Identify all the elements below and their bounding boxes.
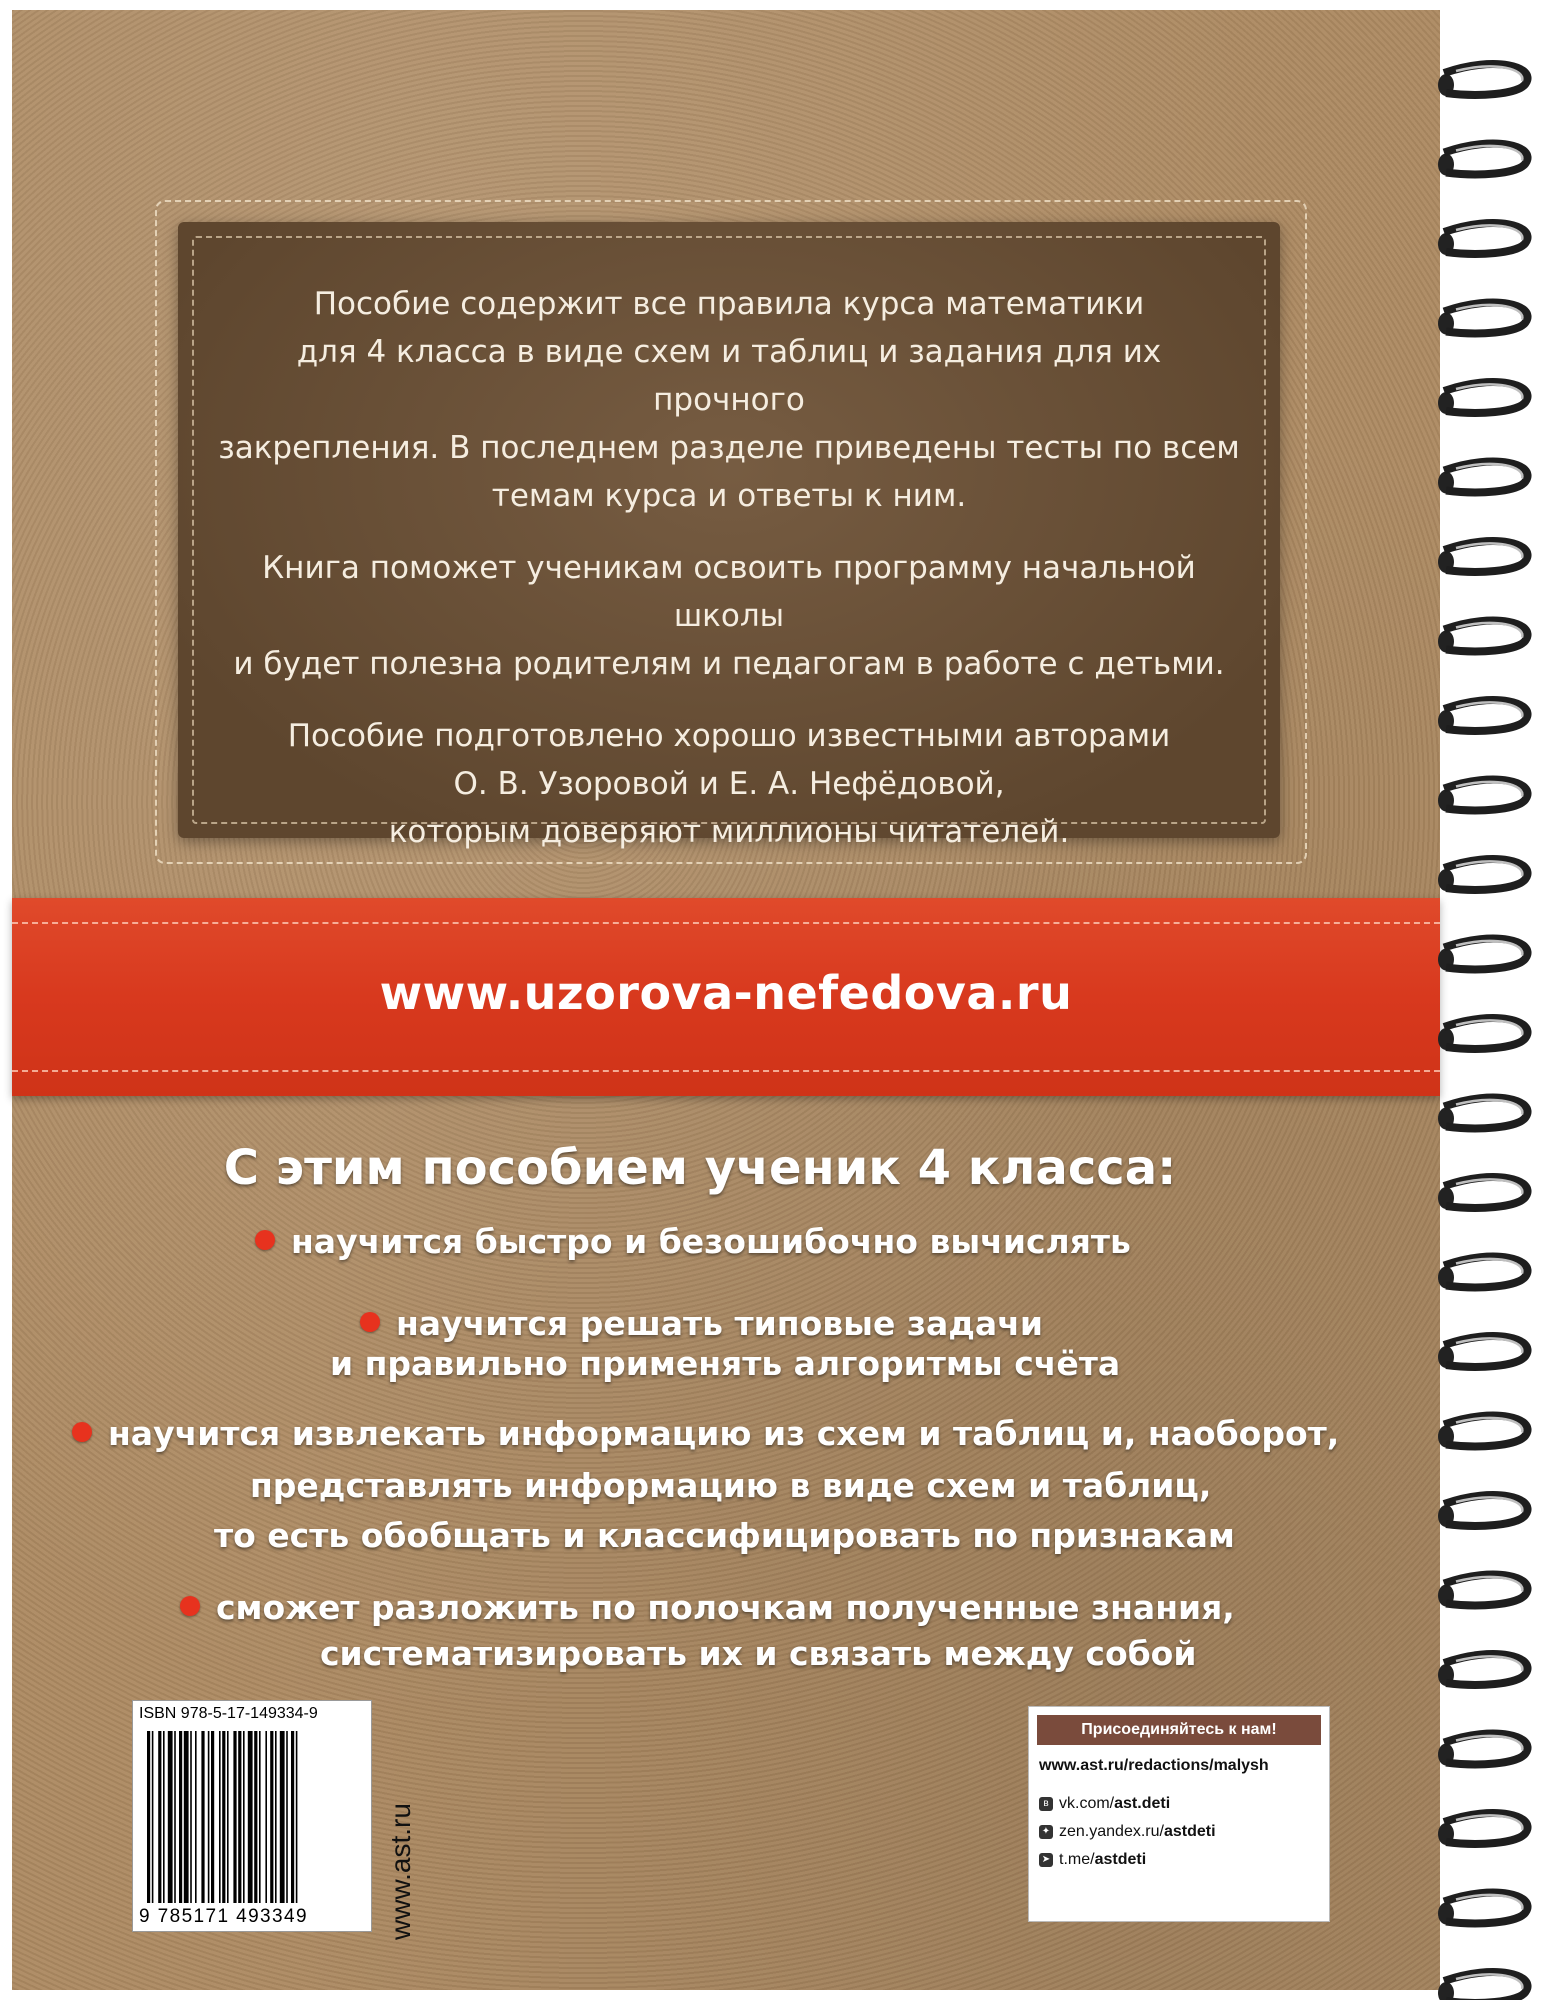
text-line: научится извлекать информацию из схем и таблиц и, наоборот,	[108, 1414, 1340, 1453]
spiral-ring	[1438, 1575, 1528, 1607]
social-row-vk[interactable]	[1039, 1795, 1170, 1813]
spiral-ring	[1438, 462, 1528, 494]
text-line: Пособие содержит все правила курса математики	[313, 286, 1145, 322]
barcode-bar	[259, 1731, 261, 1903]
barcode-bar	[152, 1731, 154, 1903]
spiral-binding	[1436, 0, 1550, 2000]
text-line: которым доверяют миллионы читателей.	[388, 814, 1070, 850]
text-line: то есть обобщать и классифицировать по признакам	[214, 1516, 1235, 1555]
barcode-bar	[280, 1731, 285, 1903]
barcode-bar	[179, 1731, 182, 1903]
social-prefix: zen.yandex.ru/	[1059, 1823, 1164, 1840]
spiral-ring	[1438, 1177, 1528, 1209]
spiral-ring	[1438, 223, 1528, 255]
barcode-bar	[275, 1731, 277, 1903]
social-website[interactable]: www.ast.ru/redactions/malysh	[1039, 1757, 1269, 1774]
text-line: научится решать типовые задачи	[396, 1304, 1043, 1343]
barcode-bar	[233, 1731, 236, 1903]
spiral-ring	[1438, 1336, 1528, 1368]
description-paragraph-1	[218, 280, 1240, 520]
barcode-bar	[208, 1731, 210, 1903]
barcode-bar	[265, 1731, 267, 1903]
barcode-bar	[168, 1731, 173, 1903]
spiral-ring	[1438, 1098, 1528, 1130]
benefit-item-continuation	[330, 1340, 1120, 1388]
barcode-bar	[184, 1731, 189, 1903]
text-line: темам курса и ответы к ним.	[491, 478, 967, 514]
spiral-ring	[1438, 1893, 1528, 1925]
spiral-ring	[1438, 859, 1528, 891]
social-row-telegram[interactable]	[1039, 1851, 1146, 1869]
social-box	[1028, 1706, 1330, 1922]
bullet-icon	[360, 1312, 380, 1332]
text-line: научится быстро и безошибочно вычислять	[291, 1222, 1131, 1261]
barcode-bar	[238, 1731, 241, 1903]
barcode-bar	[227, 1731, 229, 1903]
barcode-bar	[222, 1731, 225, 1903]
spiral-ring	[1438, 1813, 1528, 1845]
barcode-bar	[201, 1731, 204, 1903]
spiral-ring	[1438, 64, 1528, 96]
spiral-ring	[1438, 700, 1528, 732]
benefit-item	[255, 1218, 1131, 1266]
benefit-item	[180, 1584, 1235, 1632]
barcode-bar	[254, 1731, 257, 1903]
vertical-website: www.ast.ru	[385, 1803, 416, 1940]
barcode-bar	[211, 1731, 214, 1903]
telegram-icon: ➤	[1039, 1853, 1053, 1867]
spiral-ring	[1438, 144, 1528, 176]
spiral-ring	[1438, 303, 1528, 335]
spiral-ring	[1438, 780, 1528, 812]
vk-icon: в	[1039, 1797, 1053, 1811]
description-text	[218, 280, 1240, 880]
bullet-icon	[255, 1230, 275, 1250]
text-line: и будет полезна родителям и педагогам в работе с детьми.	[233, 646, 1225, 682]
spiral-ring	[1438, 1495, 1528, 1527]
text-line: сможет разложить по полочкам полученные знания,	[216, 1588, 1235, 1627]
ribbon-stitching-top	[12, 922, 1440, 924]
barcode-bar	[163, 1731, 165, 1903]
barcode-bar	[147, 1731, 150, 1903]
barcode-bars	[147, 1731, 357, 1903]
barcode-bar	[270, 1731, 273, 1903]
text-line: и правильно применять алгоритмы счёта	[330, 1344, 1121, 1383]
spiral-ring	[1438, 939, 1528, 971]
text-line: представлять информацию в виде схем и таблиц,	[250, 1466, 1212, 1505]
barcode-digits: 9 785171 493349	[139, 1906, 308, 1927]
barcode-bar	[158, 1731, 161, 1903]
text-line: закрепления. В последнем разделе приведены тесты по всем	[218, 430, 1240, 466]
text-line: систематизировать их и связать между собой	[320, 1634, 1197, 1673]
website-link[interactable]: www.uzorova-nefedova.ru	[379, 966, 1073, 1020]
barcode-bar	[174, 1731, 176, 1903]
description-paragraph-3	[218, 712, 1240, 856]
social-header: Присоединяйтесь к нам!	[1037, 1715, 1321, 1745]
social-prefix: vk.com/	[1059, 1795, 1115, 1812]
text-line: Книга поможет ученикам освоить программу начальной школы	[262, 550, 1196, 634]
social-handle: astdeti	[1163, 1823, 1216, 1840]
spiral-ring	[1438, 382, 1528, 414]
description-paragraph-2	[218, 544, 1240, 688]
text-line: для 4 класса в виде схем и таблиц и задания для их прочного	[296, 334, 1162, 418]
barcode-bar	[286, 1731, 288, 1903]
benefit-item-continuation	[250, 1462, 1211, 1510]
spiral-ring	[1438, 541, 1528, 573]
barcode-bar	[219, 1731, 221, 1903]
spiral-ring	[1438, 1257, 1528, 1289]
barcode-bar	[248, 1731, 253, 1903]
isbn-text: ISBN 978-5-17-149334-9	[139, 1705, 318, 1722]
spiral-ring	[1438, 1654, 1528, 1686]
social-handle: ast.deti	[1114, 1795, 1171, 1812]
spiral-ring	[1438, 621, 1528, 653]
social-handle: astdeti	[1094, 1851, 1147, 1868]
barcode-bar	[291, 1731, 294, 1903]
barcode-label	[132, 1700, 372, 1932]
benefit-item-continuation	[320, 1630, 1196, 1678]
benefits-title: С этим пособием ученик 4 класса:	[223, 1140, 1177, 1196]
barcode-bar	[190, 1731, 192, 1903]
barcode-bar	[296, 1731, 298, 1903]
benefit-item-continuation	[214, 1512, 1235, 1560]
social-row-zen[interactable]	[1039, 1823, 1216, 1841]
spiral-ring	[1438, 1416, 1528, 1448]
text-line: О. В. Узоровой и Е. А. Нефёдовой,	[453, 766, 1005, 802]
bullet-icon	[180, 1596, 200, 1616]
zen-icon: ✦	[1039, 1825, 1053, 1839]
barcode-bar	[243, 1731, 245, 1903]
spiral-ring	[1438, 1018, 1528, 1050]
spiral-ring	[1438, 1734, 1528, 1766]
ribbon-stitching-bottom	[12, 1070, 1440, 1072]
social-prefix: t.me/	[1059, 1851, 1095, 1868]
benefit-item	[72, 1410, 1339, 1458]
barcode-bar	[195, 1731, 197, 1903]
bullet-icon	[72, 1422, 92, 1442]
text-line: Пособие подготовлено хорошо известными авторами	[287, 718, 1171, 754]
description-panel	[178, 222, 1280, 850]
red-ribbon	[12, 898, 1440, 1096]
spiral-ring	[1438, 1972, 1528, 2000]
